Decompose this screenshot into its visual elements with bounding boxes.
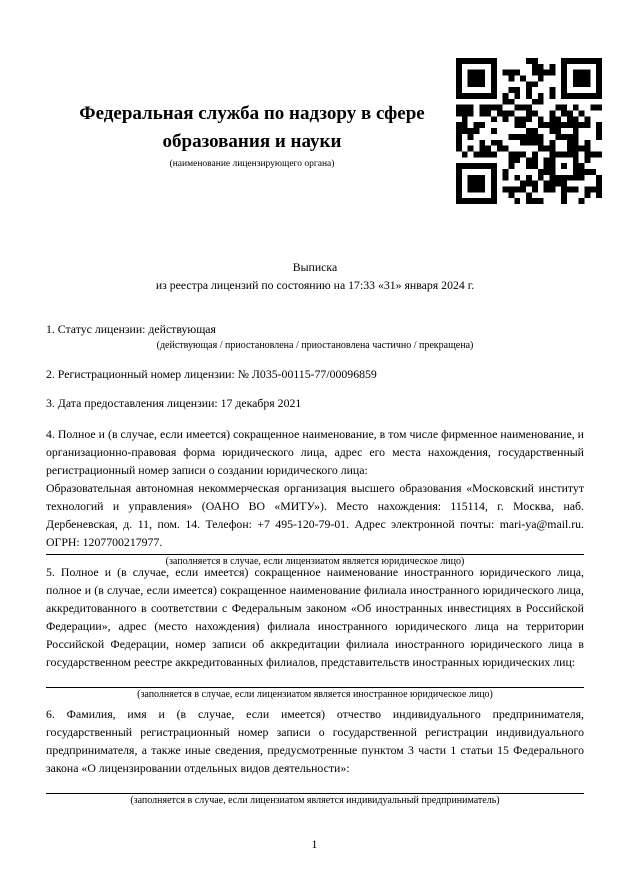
page-number: 1 xyxy=(311,837,318,851)
clause-foreign-entity xyxy=(46,563,584,701)
entrepreneur-caption: (заполняется в случае, если лицензиатом является индивидуальный предприниматель) xyxy=(130,795,500,806)
entrepreneur-empty-field xyxy=(46,777,584,790)
legal-entity-prompt: 4. Полное и (в случае, если имеется) сокращенное наименование, в том числе фирменное наименование, и организационно-правовая форма юридического лица, адрес его места нахождения, государственный регистрационный номер записи о создании юридического лица: xyxy=(46,427,584,477)
clause-legal-entity xyxy=(46,425,584,568)
license-status-caption: (действующая / приостановлена / приостановлена частично / прекращена) xyxy=(156,340,474,351)
foreign-entity-empty-field xyxy=(46,671,584,684)
agency-name-line1: Федеральная служба по надзору в сфере xyxy=(79,103,425,124)
foreign-entity-caption: (заполняется в случае, если лицензиатом является иностранное юридическое лицо) xyxy=(137,689,493,700)
clause-license-status xyxy=(46,320,584,352)
licensing-authority-header xyxy=(46,100,458,170)
extract-title: Выписка xyxy=(292,260,338,274)
entrepreneur-prompt: 6. Фамилия, имя и (в случае, если имеется) отчество индивидуального предпринимателя, государственный регистрационный номер записи о государственной регистрации индивидуального предпринимателя, а также иные сведения, предусмотренные пунктом 3 части 1 статьи 15 Федерального закона «О лицензировании отдельных видов деятельности»: xyxy=(46,707,584,775)
agency-name-caption: (наименование лицензирующего органа) xyxy=(169,159,335,169)
clause-registration-number xyxy=(46,365,584,383)
license-status-text: 1. Статус лицензии: действующая xyxy=(46,322,216,336)
qr-code-icon xyxy=(456,58,602,204)
legal-entity-caption: (заполняется в случае, если лицензиатом является юридическое лицо) xyxy=(165,556,465,567)
registration-number-text: 2. Регистрационный номер лицензии: № Л035-00115-77/00096859 xyxy=(46,367,377,381)
clause-grant-date xyxy=(46,394,584,412)
extract-subtitle: из реестра лицензий по состоянию на 17:33 «31» января 2024 г. xyxy=(155,278,475,292)
legal-entity-value: Образовательная автономная некоммерческая организация высшего образования «Московский институт технологий и управления» (ОАНО ВО «МИТУ»). Место нахождения: 115114, г. Москва, наб. Дербеневская, д. 11, пом. 14. Телефон: +7 495-120-79-01. Адрес электронной почты: mari-ya@mail.ru. ОГРН: 1207700217977. xyxy=(46,481,584,549)
grant-date-text: 3. Дата предоставления лицензии: 17 декабря 2021 xyxy=(46,396,302,410)
extract-heading xyxy=(46,258,584,294)
agency-name-line2: образования и науки xyxy=(162,131,342,152)
clause-entrepreneur xyxy=(46,705,584,807)
foreign-entity-prompt: 5. Полное и (в случае, если имеется) сокращенное наименование иностранного юридического лица, полное и (в случае, если имеется) сокращенное наименование филиала иностранного юридического лица, аккредитованного в соответствии с Федеральным законом «Об иностранных инвестициях в Российской Федерации», адрес (место нахождения) филиала иностранного юридического лица на территории Российской Федерации, номер записи об аккредитации филиала иностранного юридического лица в государственном реестре аккредитованных филиалов, представительств иностранных юридических лиц: xyxy=(46,565,584,669)
